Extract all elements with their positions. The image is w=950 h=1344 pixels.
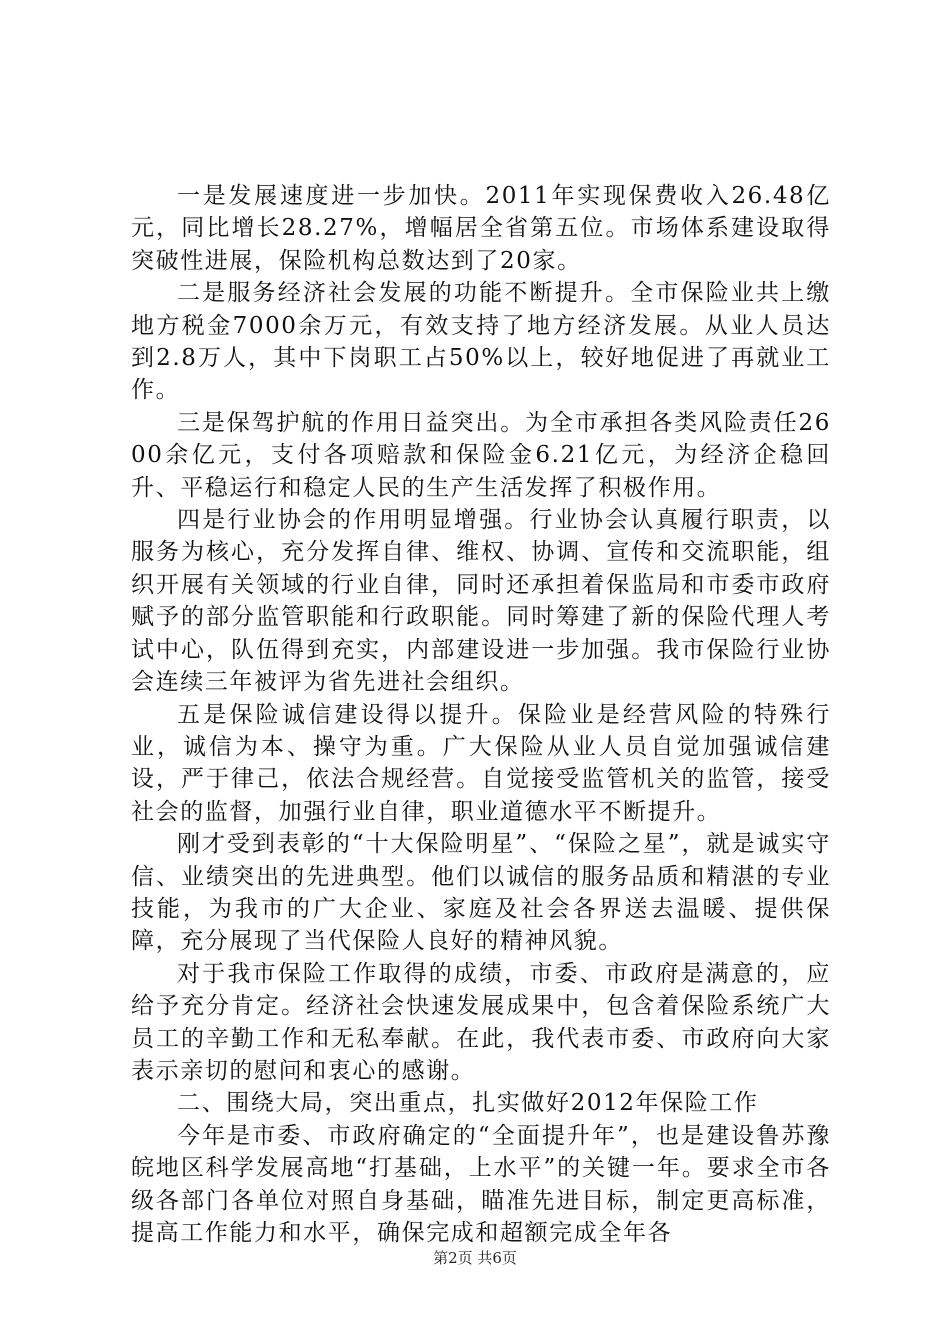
paragraph-4: 四是行业协会的作用明显增强。行业协会认真履行职责，以服务为核心，充分发挥自律、维权、协调、宣传和交流职能，组织开展有关领域的行业自律，同时还承担着保监局和市委市政府赋予的部分监管职能和行政职能。同时筹建了新的保险代理人考试中心，队伍得到充实，内部建设进一步加强。我市保险行业协会连续三年被评为省先进社会组织。	[131, 507, 831, 696]
paragraph-3: 三是保驾护航的作用日益突出。为全市承担各类风险责任2600余亿元，支付各项赔款和保险金6.21亿元，为经济企稳回升、平稳运行和稳定人民的生产生活发挥了积极作用。	[131, 409, 831, 501]
paragraph-1: 一是发展速度进一步加快。2011年实现保费收入26.48亿元，同比增长28.27%，增幅居全省第五位。市场体系建设取得突破性进展，保险机构总数达到了20家。	[131, 183, 831, 274]
page-number: 第2页 共6页	[433, 1249, 517, 1267]
section-heading: 二、围绕大局，突出重点，扎实做好2012年保险工作	[177, 1090, 759, 1117]
paragraph-5: 五是保险诚信建设得以提升。保险业是经营风险的特殊行业，诚信为本、操守为重。广大保险从业人员自觉加强诚信建设，严于律己，依法合规经营。自觉接受监管机关的监管，接受社会的监督，加强行业自律，职业道德水平不断提升。	[131, 701, 831, 825]
paragraph-6: 刚才受到表彰的“十大保险明星”、“保险之星”，就是诚实守信、业绩突出的先进典型。他们以诚信的服务品质和精湛的专业技能，为我市的广大企业、家庭及社会各界送去温暖、提供保障，充分展现了当代保险人良好的精神风貌。	[131, 831, 831, 955]
paragraph-8: 今年是市委、市政府确定的“全面提升年”，也是建设鲁苏豫皖地区科学发展高地“打基础，上水平”的关键一年。要求全市各级各部门各单位对照自身基础，瞄准先进目标，制定更高标准，提高工作能力和水平，确保完成和超额完成全年各	[131, 1122, 831, 1246]
paragraph-7: 对于我市保险工作取得的成绩，市委、市政府是满意的，应给予充分肯定。经济社会快速发展成果中，包含着保险系统广大员工的辛勤工作和无私奉献。在此，我代表市委、市政府向大家表示亲切的慰问和衷心的感谢。	[131, 960, 831, 1084]
page-footer	[0, 1247, 950, 1268]
document-body	[131, 180, 831, 1249]
paragraph-2: 二是服务经济社会发展的功能不断提升。全市保险业共上缴地方税金7000余万元，有效支持了地方经济发展。从业人员达到2.8万人，其中下岗职工占50%以上，较好地促进了再就业工作。	[131, 280, 831, 404]
